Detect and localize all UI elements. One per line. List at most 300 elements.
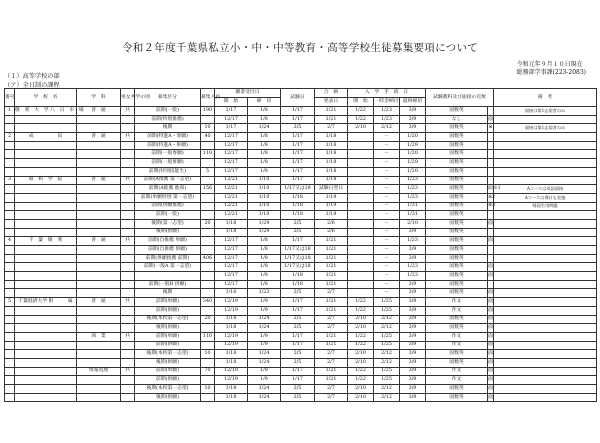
exam-date: 1/18 (281, 202, 315, 211)
pass-announce: 試験日翌日 (315, 185, 348, 194)
application-start: 1/18 (215, 324, 248, 333)
application-start: 12/17 (215, 263, 248, 272)
coed-flag (121, 219, 135, 228)
pass-announce: 1/21 (315, 280, 348, 289)
enroll-start (348, 141, 374, 150)
pass-announce: 1/18 (315, 141, 348, 150)
school-name (15, 219, 77, 228)
exam-date: 1/17 (281, 237, 315, 246)
enroll-deadline: 1/23 (400, 272, 426, 281)
row-number (5, 306, 15, 315)
quota (201, 211, 215, 220)
department (77, 341, 121, 350)
department (77, 202, 121, 211)
application-end: 1/24 (248, 358, 281, 367)
subjects: 作文 (426, 332, 488, 341)
enroll-start: 1/22 (348, 298, 374, 307)
enroll-deadline: 1/23 (400, 263, 426, 272)
application-start: 12/19 (215, 298, 248, 307)
quota: 10 (201, 350, 215, 359)
pass-announce: 2/7 (315, 315, 348, 324)
coed-flag (121, 324, 135, 333)
enroll-deadline: 1/20 (400, 167, 426, 176)
application-end: 1/8 (248, 254, 281, 263)
pass-announce: 2/7 (315, 385, 348, 394)
enroll-deadline: 1/31 (400, 211, 426, 220)
remarks (494, 324, 597, 333)
application-start: 1/16 (215, 289, 248, 298)
enroll-deadline: 3/9 (400, 280, 426, 289)
pass-announce: 1/21 (315, 107, 348, 116)
enroll-deadline: 3/9 (400, 376, 426, 385)
coed-flag (121, 376, 135, 385)
application-end: 1/8 (248, 263, 281, 272)
header-start: 開 始 (215, 98, 248, 107)
category: 後期(本校第一志望) (135, 350, 201, 359)
enroll-start: 2/10 (348, 324, 374, 333)
school-name (15, 115, 77, 124)
department (77, 280, 121, 289)
department (77, 141, 121, 150)
enroll-deadline: 1/20 (400, 150, 426, 159)
enroll-start: 1/22 (348, 306, 374, 315)
department (77, 228, 121, 237)
subjects: 国数英 (426, 141, 488, 150)
department (77, 324, 121, 333)
pass-announce: 1/18 (315, 167, 348, 176)
application-end: 1/10 (248, 202, 281, 211)
category: 前期(併願) (135, 341, 201, 350)
coed-flag (121, 167, 135, 176)
coed-flag (121, 280, 135, 289)
category: 前期(併願推薦) (135, 202, 201, 211)
category: 後期(本校第一志望) (135, 315, 201, 324)
enroll-payment: 2/12 (374, 385, 400, 394)
header-enroll-start: 開 始 (348, 98, 374, 107)
department: 普 通 (77, 176, 121, 185)
enroll-deadline: 3/9 (400, 289, 426, 298)
coed-flag (121, 254, 135, 263)
row-number (5, 385, 15, 394)
header-exam: 試験日 (281, 89, 315, 107)
table-body (5, 107, 597, 402)
quota: 190 (201, 107, 215, 116)
table-row (5, 193, 597, 202)
department (77, 219, 121, 228)
school-name (15, 280, 77, 289)
application-end: 1/8 (248, 280, 281, 289)
row-number (5, 341, 15, 350)
interview-mark: 面 (488, 219, 494, 228)
remarks (494, 332, 597, 341)
application-start: 12/19 (215, 306, 248, 315)
header-remarks: 備 考 (494, 89, 597, 107)
remarks (494, 237, 597, 246)
remarks (494, 219, 597, 228)
coed-flag (121, 193, 135, 202)
school-name: 千葉経済大学 附 属 (15, 298, 77, 307)
table-row (5, 393, 597, 402)
application-start: 1/17 (215, 124, 248, 133)
coed-flag (121, 385, 135, 394)
application-start: 12/21 (215, 185, 248, 194)
enroll-deadline: 1/23 (400, 176, 426, 185)
application-end: 1/23 (248, 289, 281, 298)
exam-date: 1/17又は18 (281, 185, 315, 194)
enroll-payment: － (374, 237, 400, 246)
page-title: 令和２年度千葉県私立小・中・中等教育・高等学校生徒募集要項について (121, 42, 479, 54)
department (77, 185, 121, 194)
quota: 340 (201, 298, 215, 307)
pass-announce: 1/19 (315, 202, 348, 211)
application-start: 12/17 (215, 133, 248, 142)
enroll-deadline: 3/9 (400, 367, 426, 376)
table-row (5, 358, 597, 367)
application-start: 12/17 (215, 246, 248, 255)
enroll-payment: 1/25 (374, 332, 400, 341)
department: 普 通 (77, 107, 121, 116)
application-end: 1/9 (248, 367, 281, 376)
enroll-payment: － (374, 219, 400, 228)
enroll-start (348, 246, 374, 255)
header-announce: 発表日 (315, 98, 348, 107)
row-number (5, 350, 15, 359)
enroll-payment: － (374, 202, 400, 211)
enroll-start: 2/10 (348, 358, 374, 367)
row-number (5, 315, 15, 324)
enroll-deadline: 3/9 (400, 246, 426, 255)
quota: 70 (201, 367, 215, 376)
subjects: 国数英 (426, 246, 488, 255)
coed-flag (121, 115, 135, 124)
row-number (5, 332, 15, 341)
enroll-payment: － (374, 159, 400, 168)
school-name (15, 272, 77, 281)
department-line: 総務部学事課(223-2083) (516, 69, 586, 76)
header-app-period: 願書受付日 (215, 89, 281, 98)
row-number: 5 (5, 298, 15, 307)
subjects: 国数英 (426, 324, 488, 333)
enroll-deadline: 3/9 (400, 115, 426, 124)
application-end: 1/9 (248, 332, 281, 341)
exam-date: 1/17又は18 (281, 263, 315, 272)
subjects: 国数英 (426, 167, 488, 176)
application-end: 1/24 (248, 124, 281, 133)
subjects: 国数英 (426, 193, 488, 202)
quota (201, 272, 215, 281)
row-number: 3 (5, 176, 15, 185)
enroll-start: 2/10 (348, 124, 374, 133)
remarks (494, 150, 597, 159)
enroll-start (348, 272, 374, 281)
school-name (15, 254, 77, 263)
table-row (5, 263, 597, 272)
pass-announce: 1/19 (315, 211, 348, 220)
enroll-deadline: 1/29 (400, 141, 426, 150)
category: 前期(一般B 併願) (135, 280, 201, 289)
quota (201, 393, 215, 402)
quota (201, 159, 215, 168)
department: 普 通 (77, 298, 121, 307)
subsection-heading: （ア）全日制の課程 (4, 82, 60, 89)
school-name (15, 167, 77, 176)
quota: 10 (201, 124, 215, 133)
exam-date: 2/5 (281, 385, 315, 394)
category: 前期(単願) (135, 332, 201, 341)
table-row (5, 306, 597, 315)
department (77, 254, 121, 263)
school-name (15, 315, 77, 324)
table-row (5, 124, 597, 133)
interview-mark: 面 (488, 237, 494, 246)
coed-flag (121, 202, 135, 211)
enroll-payment: － (374, 263, 400, 272)
remarks: 帰国生用問題 (494, 202, 597, 211)
application-end: 1/9 (248, 376, 281, 385)
exam-date: 2/5 (281, 228, 315, 237)
application-start: 1/18 (215, 219, 248, 228)
category: 前期(併願) (135, 376, 201, 385)
subjects: 国数英 (426, 289, 488, 298)
enroll-start: 2/10 (348, 393, 374, 402)
row-number (5, 324, 15, 333)
application-start: 12/17 (215, 167, 248, 176)
category: 後期 (135, 289, 201, 298)
enroll-start (348, 193, 374, 202)
application-end: 1/10 (248, 185, 281, 194)
table-row (5, 237, 597, 246)
school-name (15, 202, 77, 211)
enroll-deadline: 3/9 (400, 350, 426, 359)
row-number (5, 159, 15, 168)
quota: 40 (201, 133, 215, 142)
header-pass: 合 格 (315, 89, 348, 98)
category: 前期(一般A 第一志望) (135, 263, 201, 272)
enroll-deadline: 3/9 (400, 358, 426, 367)
coed-flag (121, 228, 135, 237)
category: 前期(一般) (135, 211, 201, 220)
subjects: 国数英 (426, 211, 488, 220)
enroll-payment: － (374, 193, 400, 202)
enroll-payment: － (374, 141, 400, 150)
quota (201, 376, 215, 385)
application-end: 1/8 (248, 133, 281, 142)
subjects: 国数英 (426, 280, 488, 289)
interview-mark: 面 (488, 341, 494, 350)
category: 後期(併願) (135, 393, 201, 402)
pass-announce: 1/21 (315, 237, 348, 246)
application-end: 1/24 (248, 324, 281, 333)
enroll-payment: 2/12 (374, 315, 400, 324)
row-number (5, 193, 15, 202)
department (77, 246, 121, 255)
interview-mark: 面 (488, 367, 494, 376)
table-row (5, 150, 597, 159)
pass-announce: 1/21 (315, 367, 348, 376)
department: 普 通 (77, 133, 121, 142)
category: 後期 (135, 124, 201, 133)
interview-mark: 面 (488, 298, 494, 307)
school-name (15, 393, 77, 402)
application-start: 12/21 (215, 211, 248, 220)
application-end: 1/24 (248, 315, 281, 324)
table-row (5, 376, 597, 385)
subjects: なし (426, 115, 488, 124)
application-start: 12/17 (215, 150, 248, 159)
category: 前期(一般) (135, 107, 201, 116)
remarks: Aコースは理社も実施 (494, 193, 597, 202)
header-category: 募集区分 (135, 89, 201, 107)
remarks: Aコースは英語面接 (494, 185, 597, 194)
exam-date: 1/17 (281, 133, 315, 142)
pass-announce: 1/21 (315, 376, 348, 385)
interview-mark: 面 (488, 272, 494, 281)
interview-mark: 面 (488, 385, 494, 394)
category: 前期(自推薦 単願) (135, 237, 201, 246)
exam-date: 2/5 (281, 324, 315, 333)
school-name: 敬 愛 大 学 八 日 市 場 (15, 107, 77, 116)
category: 前期(一般併願) (135, 159, 201, 168)
pass-announce: 2/6 (315, 219, 348, 228)
enroll-payment: － (374, 280, 400, 289)
interview-mark: 面 (488, 324, 494, 333)
enroll-payment: 2/12 (374, 350, 400, 359)
enroll-payment: 2/12 (374, 124, 400, 133)
subjects: 国数英 (426, 150, 488, 159)
school-name (15, 159, 77, 168)
category: 前期(単願特別 第一志望) (135, 193, 201, 202)
table-row (5, 176, 597, 185)
quota (201, 176, 215, 185)
application-end: 1/8 (248, 141, 281, 150)
subjects: 作文 (426, 306, 488, 315)
school-name (15, 211, 77, 220)
table-row (5, 350, 597, 359)
remarks (494, 115, 597, 124)
quota (201, 280, 215, 289)
department: 商 業 (77, 332, 121, 341)
application-start: 12/17 (215, 141, 248, 150)
remarks (494, 367, 597, 376)
application-end: 1/8 (248, 237, 281, 246)
exam-date: 1/17 (281, 298, 315, 307)
enroll-payment: － (374, 228, 400, 237)
pass-announce: 1/21 (315, 341, 348, 350)
category: 前期(A推薦 第一志望) (135, 176, 201, 185)
pass-announce: 1/21 (315, 332, 348, 341)
table-row (5, 107, 597, 116)
row-number: 1 (5, 107, 15, 116)
application-start: 1/18 (215, 358, 248, 367)
enroll-deadline: 1/23 (400, 185, 426, 194)
row-number (5, 167, 15, 176)
school-name: 千 葉 敬 愛 (15, 237, 77, 246)
row-number (5, 393, 15, 402)
enroll-payment: － (374, 167, 400, 176)
enroll-payment: － (374, 185, 400, 194)
remarks (494, 306, 597, 315)
remarks (494, 141, 597, 150)
application-end: 1/8 (248, 167, 281, 176)
application-start: 12/17 (215, 237, 248, 246)
quota (201, 341, 215, 350)
header-dept: 学 科 (77, 89, 121, 107)
subjects: 国数英 (426, 202, 488, 211)
enroll-start (348, 133, 374, 142)
exam-date: 1/17 (281, 332, 315, 341)
application-start: 12/17 (215, 159, 248, 168)
subjects: 国数英 (426, 315, 488, 324)
header-quota: 募集人員 (201, 89, 215, 107)
enroll-payment: － (374, 272, 400, 281)
department (77, 115, 121, 124)
header-end: 締 切 (248, 98, 281, 107)
admissions-table (4, 88, 597, 402)
application-start: 1/18 (215, 393, 248, 402)
pass-announce: 2/7 (315, 358, 348, 367)
enroll-deadline: 1/20 (400, 133, 426, 142)
quota (201, 358, 215, 367)
pass-announce: 1/18 (315, 133, 348, 142)
enroll-start (348, 211, 374, 220)
remarks (494, 358, 597, 367)
coed-flag (121, 315, 135, 324)
enroll-deadline: 1/31 (400, 202, 426, 211)
coed-flag (121, 393, 135, 402)
enroll-deadline: 1/23 (400, 237, 426, 246)
enroll-deadline: 3/9 (400, 341, 426, 350)
table-row (5, 367, 597, 376)
table-row (5, 289, 597, 298)
header-coed: 男女共学の別 (121, 89, 135, 107)
table-row (5, 202, 597, 211)
application-end: 1/8 (248, 107, 281, 116)
pass-announce: 1/21 (315, 298, 348, 307)
coed-flag: 共 (121, 298, 135, 307)
header-no: 番号 (5, 89, 15, 107)
pass-announce: 1/21 (315, 246, 348, 255)
interview-mark: 面 (488, 376, 494, 385)
application-end: 1/24 (248, 393, 281, 402)
coed-flag (121, 211, 135, 220)
application-end: 1/8 (248, 272, 281, 281)
table-row (5, 185, 597, 194)
category: 前期(特別技能生) (135, 167, 201, 176)
row-number (5, 185, 15, 194)
enroll-start: 2/10 (348, 385, 374, 394)
school-name (15, 367, 77, 376)
subjects: 国数英 (426, 219, 488, 228)
interview-mark: 面 (488, 358, 494, 367)
enroll-payment: 1/25 (374, 306, 400, 315)
enroll-deadline: 3/9 (400, 298, 426, 307)
application-start: 12/19 (215, 332, 248, 341)
exam-date: 1/17又は18 (281, 246, 315, 255)
pass-announce: 2/7 (315, 350, 348, 359)
subjects: 国数英 (426, 228, 488, 237)
table-row (5, 246, 597, 255)
table-row (5, 211, 597, 220)
enroll-deadline: 3/9 (400, 107, 426, 116)
quota (201, 115, 215, 124)
school-name (15, 289, 77, 298)
enroll-start (348, 202, 374, 211)
enroll-payment: 2/12 (374, 358, 400, 367)
coed-flag (121, 141, 135, 150)
category: 前期(特進A・併願) (135, 141, 201, 150)
enroll-start (348, 228, 374, 237)
table-row (5, 254, 597, 263)
